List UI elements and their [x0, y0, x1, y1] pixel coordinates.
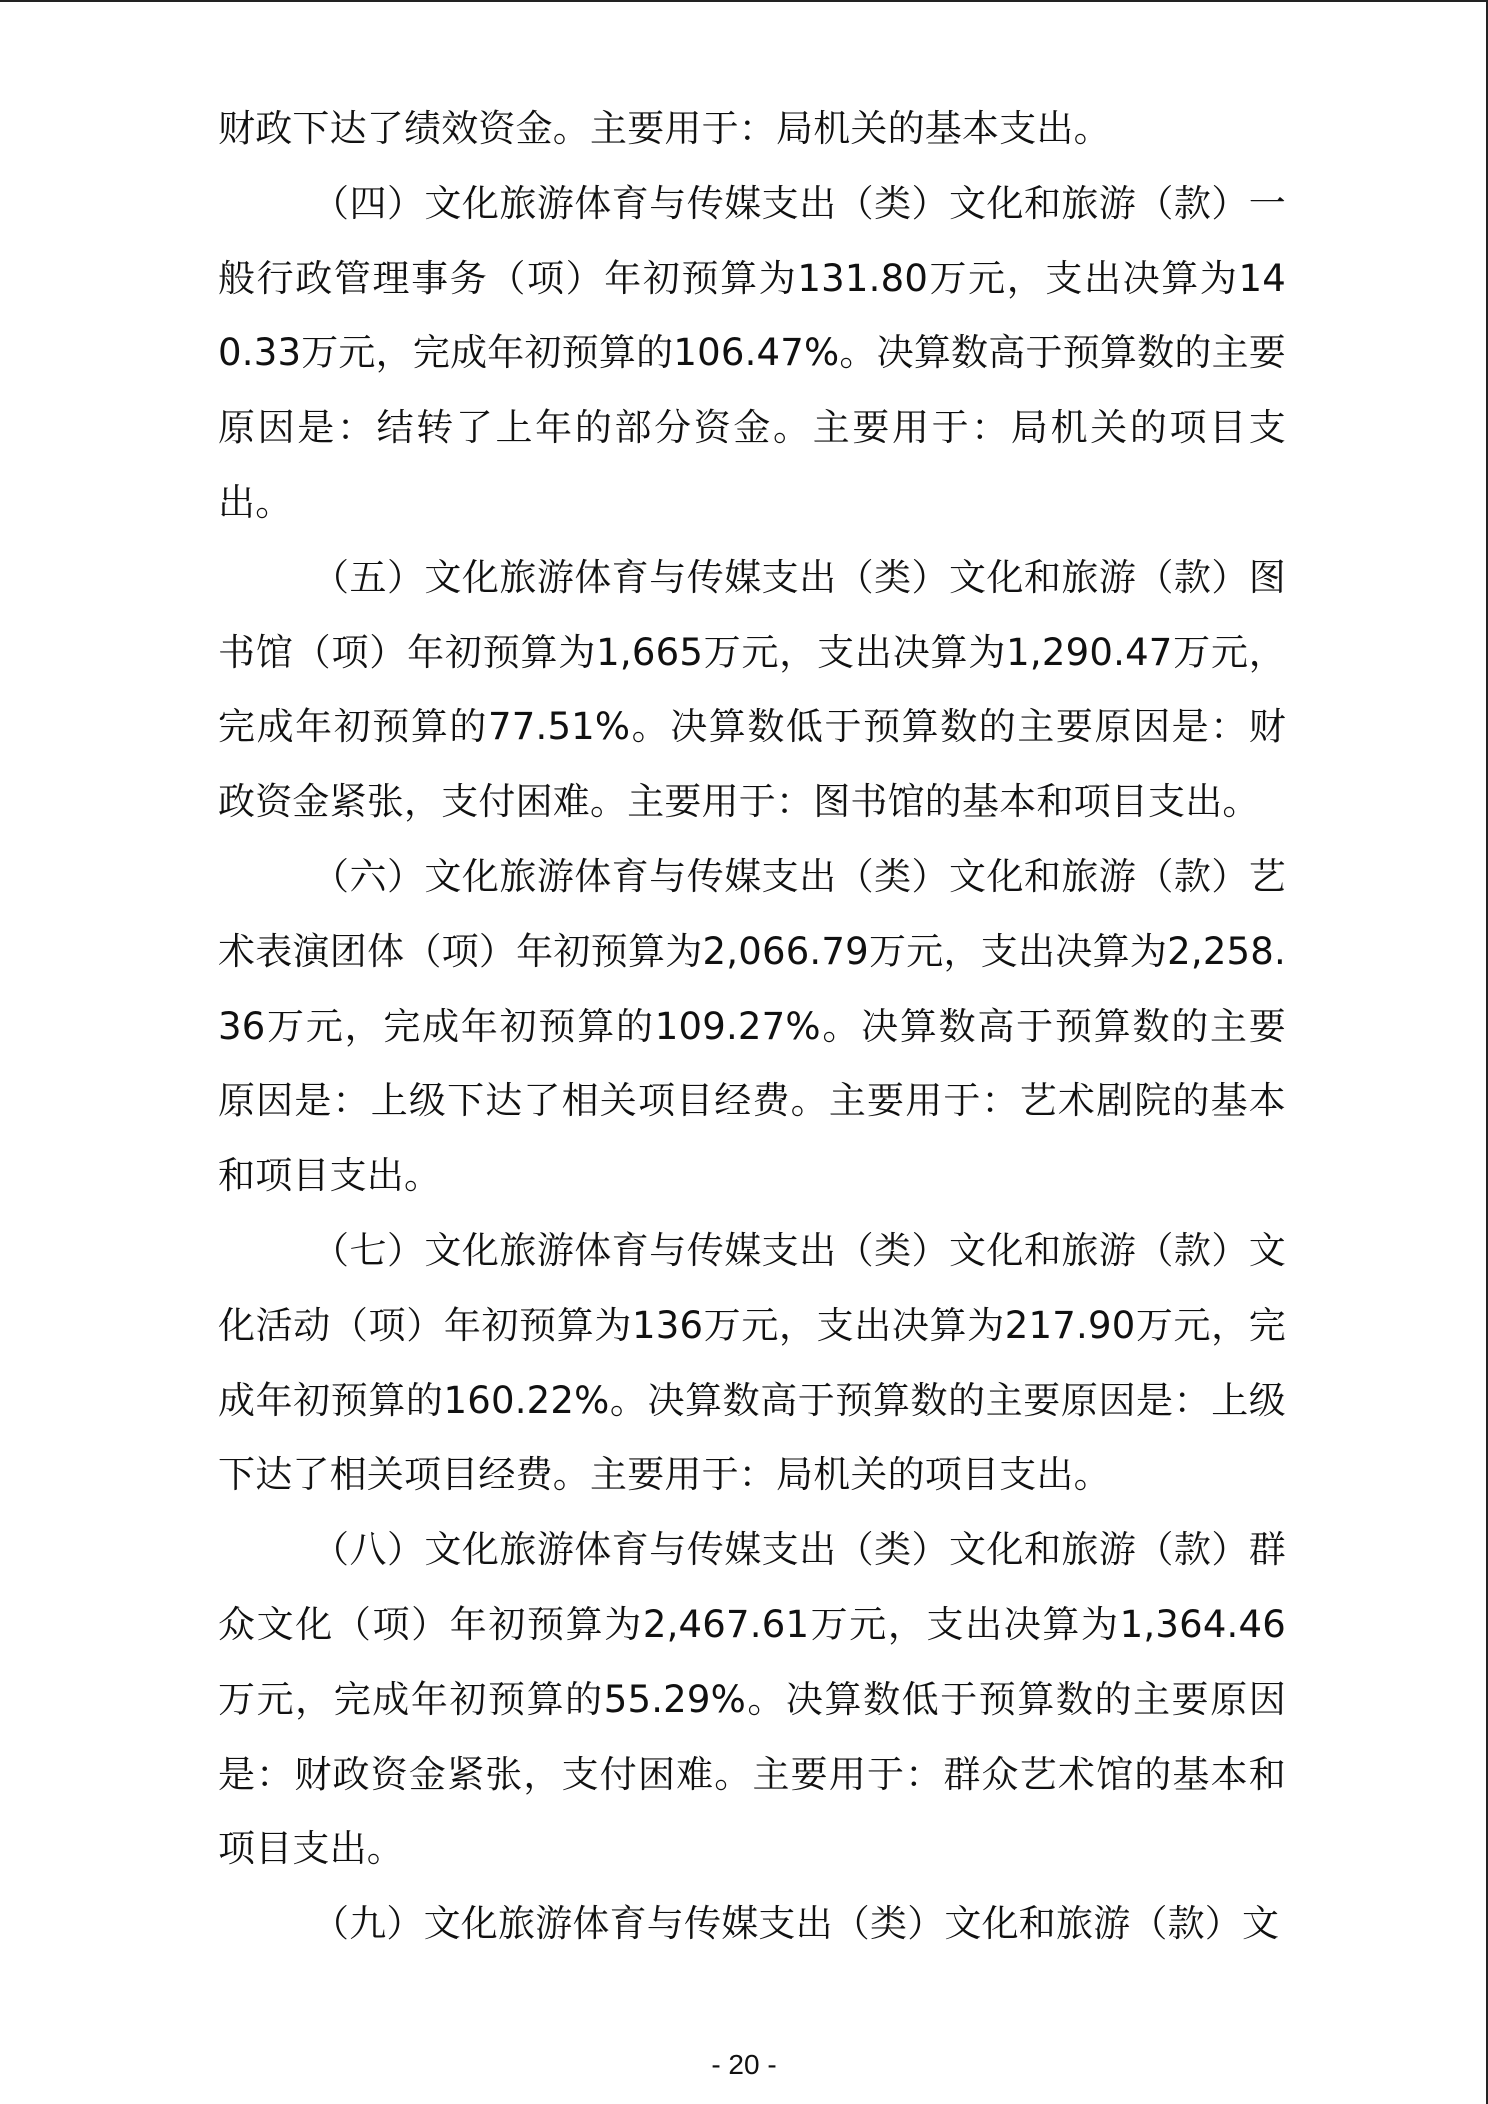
document-body [218, 92, 1286, 1962]
paragraph-item-5: （五）文化旅游体育与传媒支出（类）文化和旅游（款）图书馆（项）年初预算为1,665万元，支出决算为1,290.47万元，完成年初预算的77.51%。决算数低于预算数的主要原因是：财政资金紧张，支付困难。主要用于：图书馆的基本和项目支出。 [218, 555, 1286, 824]
paragraph-item-7: （七）文化旅游体育与传媒支出（类）文化和旅游（款）文化活动（项）年初预算为136万元，支出决算为217.90万元，完成年初预算的160.22%。决算数高于预算数的主要原因是：上级下达了相关项目经费。主要用于：局机关的项目支出。 [218, 1228, 1286, 1497]
paragraph-item-9: （九）文化旅游体育与传媒支出（类）文化和旅游（款）文 [312, 1902, 1280, 1946]
paragraph-item-4: （四）文化旅游体育与传媒支出（类）文化和旅游（款）一般行政管理事务（项）年初预算为131.80万元，支出决算为140.33万元，完成年初预算的106.47%。决算数高于预算数的主要原因是：结转了上年的部分资金。主要用于：局机关的项目支出。 [218, 181, 1286, 524]
paragraph-item-6: （六）文化旅游体育与传媒支出（类）文化和旅游（款）艺术表演团体（项）年初预算为2,066.79万元，支出决算为2,258.36万元，完成年初预算的109.27%。决算数高于预算数的主要原因是：上级下达了相关项目经费。主要用于：艺术剧院的基本和项目支出。 [218, 854, 1286, 1198]
page-number: - 20 - [711, 2049, 777, 2080]
paragraph-continuation: 财政下达了绩效资金。主要用于：局机关的基本支出。 [218, 107, 1111, 150]
paragraph-item-8: （八）文化旅游体育与传媒支出（类）文化和旅游（款）群众文化（项）年初预算为2,467.61万元，支出决算为1,364.46万元，完成年初预算的55.29%。决算数低于预算数的主要原因是：财政资金紧张，支付困难。主要用于：群众艺术馆的基本和项目支出。 [218, 1528, 1286, 1871]
